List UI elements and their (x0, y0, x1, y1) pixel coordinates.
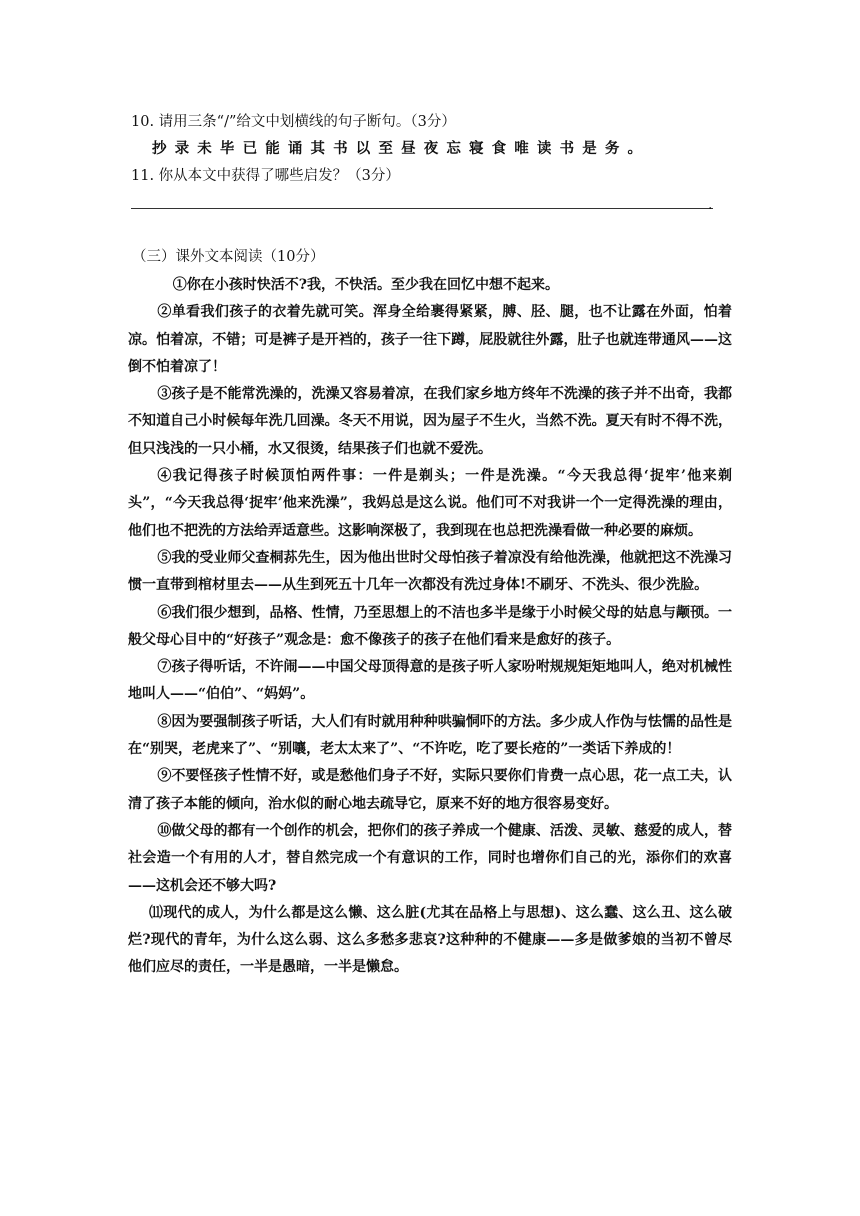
answer-line-end-dot: . (708, 197, 713, 213)
answer-line (131, 208, 713, 209)
reading-passage (128, 272, 732, 982)
question-10-sentence: 抄录未毕已能诵其书以至昼夜忘寝食唯读书是务。 (152, 140, 642, 157)
paragraph-9: ⑨不要怪孩子性情不好，或是愁他们身子不好，实际只要你们肯费一点心思，花一点工夫，认清了孩子本能的倾向，治水似的耐心地去疏导它，原来不好的地方很容易变好。 (128, 768, 732, 812)
paragraph-10: ⑩做父母的都有一个创作的机会，把你们的孩子养成一个健康、活泼、灵敏、慈爱的成人，替社会造一个有用的人才，替自然完成一个有意识的工作，同时也增你们自己的光，添你们的欢喜——这机会还不够大吗? (128, 822, 732, 894)
paragraph-4: ④我记得孩子时候顶怕两件事：一件是剃头；一件是洗澡。“今天我总得‘捉牢’他来剃头”，“今天我总得‘捉牢’他来洗澡”，我妈总是这么说。他们可不对我讲一个一定得洗澡的理由，他们也不把洗的方法给弄适意些。这影响深极了，我到现在也总把洗澡看做一种必要的麻烦。 (128, 468, 732, 539)
question-11: 11. 你从本文中获得了哪些启发？（3分） (131, 168, 400, 184)
paragraph-3: ③孩子是不能常洗澡的，洗澡又容易着凉，在我们家乡地方终年不洗澡的孩子并不出奇，我都不知道自己小时候每年洗几回澡。冬天不用说，因为屋子不生火，当然不洗。夏天有时不得不洗，但只浅浅的一只小桶，水又很烫，结果孩子们也就不爱洗。 (128, 386, 732, 457)
paragraph-7: ⑦孩子得听话，不许闹——中国父母顶得意的是孩子听人家吩咐规规矩矩地叫人，绝对机械性地叫人——“伯伯”、“妈妈”。 (128, 659, 732, 703)
paragraph-11: ⑾现代的成人，为什么都是这么懒、这么脏(尤其在品格上与思想)、这么蠢、这么丑、这么破烂?现代的青年，为什么这么弱、这么多愁多悲哀?这种种的不健康——多是做爹娘的当初不曾尽他们应尽的责任，一半是愚暗，一半是懒怠。 (128, 904, 732, 976)
paragraph-8: ⑧因为要强制孩子听话，大人们有时就用种种哄骗恫吓的方法。多少成人作伪与怯懦的品性是在“别哭，老虎来了”、“别嚷，老太太来了”、“不许吃，吃了要长疮的”一类话下养成的！ (128, 713, 732, 758)
paragraph-6: ⑥我们很少想到，品格、性情，乃至思想上的不洁也多半是缘于小时候父母的姑息与颟顸。一般父母心目中的“好孩子”观念是：愈不像孩子的孩子在他们看来是愈好的孩子。 (128, 604, 732, 648)
paragraph-2: ②单看我们孩子的衣着先就可笑。浑身全给裹得紧紧，膊、胫、腿，也不让露在外面，怕着凉。怕着凉，不错；可是裤子是开裆的，孩子一往下蹲，屁股就往外露，肚子也就连带通风——这倒不怕着凉了！ (128, 304, 732, 375)
section-title: （三）课外文本阅读（10分） (132, 249, 325, 265)
question-10: 10. 请用三条“/”给文中划横线的句子断句。（3分） (131, 114, 456, 130)
paragraph-1: ①你在小孩时快活不?我，不快活。至少我在回忆中想不起来。 (172, 277, 559, 293)
paragraph-5: ⑤我的受业师父查桐荪先生，因为他出世时父母怕孩子着凉没有给他洗澡，他就把这不洗澡习惯一直带到棺材里去——从生到死五十几年一次都没有洗过身体!不刷牙、不洗头、很少洗脸。 (128, 549, 732, 594)
